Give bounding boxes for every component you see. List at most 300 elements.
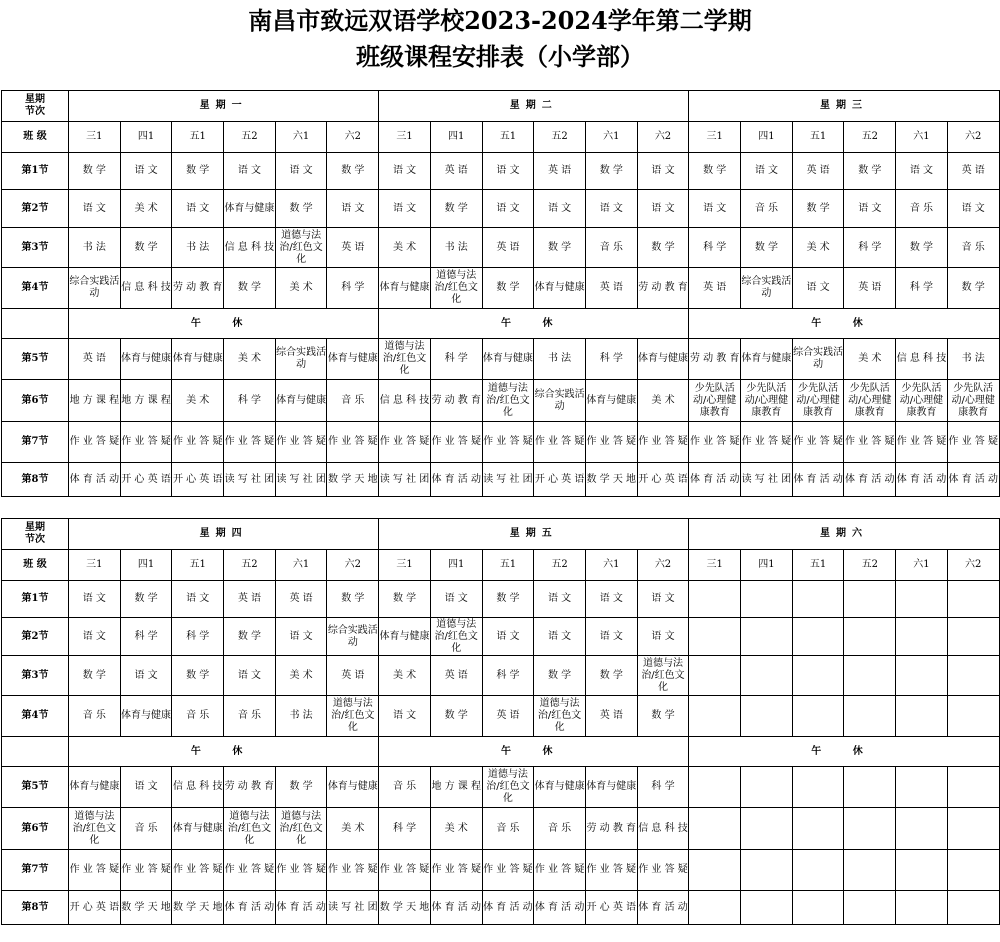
course-cell: 语 文: [275, 153, 327, 190]
course-cell: 体 育 活 动: [896, 463, 948, 497]
class-name: 六2: [327, 122, 379, 153]
class-name: 四1: [430, 550, 482, 581]
course-cell: 体育与健康: [534, 767, 586, 808]
course-cell: 语 文: [69, 190, 121, 228]
course-cell: 体育与健康: [275, 380, 327, 422]
course-cell: [947, 656, 999, 696]
course-cell: 语 文: [275, 618, 327, 656]
course-cell: 数 学: [844, 153, 896, 190]
class-name: 六1: [275, 550, 327, 581]
course-cell: 作 业 答 疑: [689, 422, 741, 463]
course-cell: 科 学: [637, 767, 689, 808]
course-cell: 语 文: [637, 618, 689, 656]
course-cell: 音 乐: [947, 228, 999, 268]
course-cell: 美 术: [275, 656, 327, 696]
course-cell: 体育与健康: [224, 190, 276, 228]
course-cell: [896, 618, 948, 656]
class-name: 三1: [379, 122, 431, 153]
course-cell: 英 语: [792, 153, 844, 190]
course-cell: 书 法: [947, 339, 999, 380]
course-cell: 语 文: [482, 190, 534, 228]
class-name: 三1: [69, 122, 121, 153]
course-cell: 体育与健康: [637, 339, 689, 380]
course-cell: 体 育 活 动: [792, 463, 844, 497]
course-cell: 作 业 答 疑: [482, 422, 534, 463]
course-cell: 科 学: [585, 339, 637, 380]
course-cell: 道德与法治/红色文化: [637, 656, 689, 696]
class-name: 三1: [379, 550, 431, 581]
course-cell: [844, 581, 896, 618]
period-row: [2, 581, 1000, 618]
course-cell: [844, 891, 896, 925]
course-cell: 少先队活动/心理健康教育: [947, 380, 999, 422]
course-cell: 综合实践活动: [792, 339, 844, 380]
course-cell: 科 学: [379, 808, 431, 850]
course-cell: 体 育 活 动: [69, 463, 121, 497]
course-cell: 数 学: [792, 190, 844, 228]
course-cell: 体育与健康: [120, 339, 172, 380]
class-name: 三1: [69, 550, 121, 581]
course-cell: 体 育 活 动: [844, 463, 896, 497]
course-cell: 体育与健康: [172, 339, 224, 380]
course-cell: 道德与法治/红色文化: [482, 767, 534, 808]
corner-cell: [2, 519, 69, 550]
course-cell: 音 乐: [172, 696, 224, 737]
course-cell: [689, 767, 741, 808]
period-row: [2, 808, 1000, 850]
course-cell: 读 写 社 团: [379, 463, 431, 497]
course-cell: 开 心 英 语: [585, 891, 637, 925]
course-cell: 信 息 科 技: [224, 228, 276, 268]
period-row: [2, 268, 1000, 309]
course-cell: 英 语: [947, 153, 999, 190]
class-name: 五2: [844, 122, 896, 153]
course-cell: 少先队活动/心理健康教育: [741, 380, 793, 422]
day-header: 星期三: [689, 91, 999, 122]
course-cell: 美 术: [172, 380, 224, 422]
course-cell: [689, 581, 741, 618]
course-cell: 劳 动 教 育: [637, 268, 689, 309]
course-cell: 数 学 天 地: [585, 463, 637, 497]
course-cell: [844, 808, 896, 850]
course-cell: [896, 808, 948, 850]
course-cell: [689, 850, 741, 891]
corner-period-label: 节次: [25, 106, 45, 117]
course-cell: 体育与健康: [120, 696, 172, 737]
class-label: 班 级: [2, 550, 69, 581]
course-cell: 语 文: [224, 153, 276, 190]
course-cell: 体育与健康: [534, 268, 586, 309]
course-cell: 音 乐: [327, 380, 379, 422]
course-cell: 作 业 答 疑: [534, 422, 586, 463]
course-cell: 数 学: [327, 581, 379, 618]
course-cell: 语 文: [637, 190, 689, 228]
course-cell: 作 业 答 疑: [637, 850, 689, 891]
period-row: [2, 228, 1000, 268]
course-cell: 读 写 社 团: [741, 463, 793, 497]
course-cell: [896, 656, 948, 696]
course-cell: [947, 808, 999, 850]
course-cell: 数 学: [69, 656, 121, 696]
course-cell: 信 息 科 技: [120, 268, 172, 309]
course-cell: 信 息 科 技: [379, 380, 431, 422]
day-header: 星期一: [69, 91, 379, 122]
schedule-table-mon-wed: [1, 90, 1000, 497]
period-label: 第2节: [2, 190, 69, 228]
course-cell: 书 法: [275, 696, 327, 737]
course-cell: 地 方 课 程: [430, 767, 482, 808]
course-cell: 语 文: [327, 190, 379, 228]
course-cell: 数 学: [69, 153, 121, 190]
period-label: 第6节: [2, 808, 69, 850]
course-cell: [689, 696, 741, 737]
course-cell: 体育与健康: [327, 339, 379, 380]
course-cell: 英 语: [224, 581, 276, 618]
noon-break-label: 午 休: [69, 737, 379, 767]
course-cell: 作 业 答 疑: [120, 850, 172, 891]
course-cell: [792, 696, 844, 737]
course-cell: 综合实践活动: [275, 339, 327, 380]
course-cell: 开 心 英 语: [69, 891, 121, 925]
course-cell: 美 术: [430, 808, 482, 850]
course-cell: 体育与健康: [379, 618, 431, 656]
noon-break-label: 午 休: [69, 309, 379, 339]
course-cell: 科 学: [430, 339, 482, 380]
period-label: 第4节: [2, 268, 69, 309]
period-row: [2, 190, 1000, 228]
course-cell: 英 语: [585, 696, 637, 737]
course-cell: 作 业 答 疑: [224, 422, 276, 463]
course-cell: 体育与健康: [741, 339, 793, 380]
day-header: 星期二: [379, 91, 689, 122]
course-cell: [844, 767, 896, 808]
class-name: 五2: [224, 550, 276, 581]
course-cell: 英 语: [275, 581, 327, 618]
course-cell: 数 学: [585, 153, 637, 190]
course-cell: 美 术: [275, 268, 327, 309]
course-cell: [896, 581, 948, 618]
class-row: [2, 122, 1000, 153]
course-cell: [792, 767, 844, 808]
course-cell: 综合实践活动: [69, 268, 121, 309]
course-cell: 语 文: [689, 190, 741, 228]
course-cell: 数 学: [224, 268, 276, 309]
period-row: [2, 618, 1000, 656]
course-cell: 英 语: [327, 228, 379, 268]
course-cell: 美 术: [844, 339, 896, 380]
course-cell: 作 业 答 疑: [844, 422, 896, 463]
class-name: 五1: [792, 550, 844, 581]
course-cell: 数 学: [275, 767, 327, 808]
period-row: [2, 891, 1000, 925]
course-cell: 美 术: [379, 228, 431, 268]
course-cell: 语 文: [120, 153, 172, 190]
course-cell: 综合实践活动: [741, 268, 793, 309]
period-label: 第7节: [2, 850, 69, 891]
period-label: 第3节: [2, 656, 69, 696]
corner-cell: [2, 91, 69, 122]
class-name: 六2: [947, 122, 999, 153]
period-row: [2, 153, 1000, 190]
class-name: 四1: [120, 122, 172, 153]
course-cell: 道德与法治/红色文化: [275, 808, 327, 850]
course-cell: 体 育 活 动: [275, 891, 327, 925]
course-cell: 作 业 答 疑: [896, 422, 948, 463]
course-cell: 体育与健康: [379, 268, 431, 309]
course-cell: 语 文: [534, 190, 586, 228]
period-row: [2, 463, 1000, 497]
course-cell: 数 学: [741, 228, 793, 268]
page-subtitle: 班级课程安排表（小学部）: [356, 42, 644, 71]
course-cell: [947, 618, 999, 656]
corner-weekday-label: 星期: [25, 522, 45, 533]
course-cell: 信 息 科 技: [637, 808, 689, 850]
course-cell: 语 文: [585, 581, 637, 618]
course-cell: 作 业 答 疑: [430, 850, 482, 891]
period-label: 第4节: [2, 696, 69, 737]
course-cell: 地 方 课 程: [69, 380, 121, 422]
course-cell: 少先队活动/心理健康教育: [844, 380, 896, 422]
class-name: 三1: [689, 550, 741, 581]
course-cell: 劳 动 教 育: [172, 268, 224, 309]
course-cell: [689, 656, 741, 696]
period-row: [2, 422, 1000, 463]
class-name: 五2: [224, 122, 276, 153]
class-name: 六2: [637, 122, 689, 153]
course-cell: [844, 696, 896, 737]
period-row: [2, 767, 1000, 808]
course-cell: 语 文: [69, 618, 121, 656]
course-cell: 美 术: [379, 656, 431, 696]
course-cell: 体育与健康: [585, 767, 637, 808]
class-name: 五1: [482, 550, 534, 581]
course-cell: 数 学 天 地: [172, 891, 224, 925]
course-cell: 书 法: [534, 339, 586, 380]
class-name: 六2: [947, 550, 999, 581]
course-cell: 英 语: [430, 656, 482, 696]
course-cell: 科 学: [844, 228, 896, 268]
course-cell: 语 文: [379, 153, 431, 190]
course-cell: 作 业 答 疑: [379, 850, 431, 891]
course-cell: 语 文: [482, 153, 534, 190]
course-cell: 读 写 社 团: [327, 891, 379, 925]
course-cell: 语 文: [844, 190, 896, 228]
course-cell: 作 业 答 疑: [120, 422, 172, 463]
period-row: [2, 656, 1000, 696]
period-label: 第1节: [2, 581, 69, 618]
course-cell: 科 学: [172, 618, 224, 656]
course-cell: 作 业 答 疑: [275, 422, 327, 463]
course-cell: 劳 动 教 育: [689, 339, 741, 380]
course-cell: 美 术: [637, 380, 689, 422]
course-cell: [741, 618, 793, 656]
noon-break-label: 午 休: [689, 737, 999, 767]
course-cell: 英 语: [585, 268, 637, 309]
period-label: 第2节: [2, 618, 69, 656]
noon-blank: [2, 737, 69, 767]
course-cell: 体 育 活 动: [534, 891, 586, 925]
course-cell: 美 术: [327, 808, 379, 850]
course-cell: 语 文: [120, 656, 172, 696]
course-cell: 道德与法治/红色文化: [430, 268, 482, 309]
class-name: 四1: [741, 122, 793, 153]
course-cell: 读 写 社 团: [275, 463, 327, 497]
course-cell: 数 学: [430, 190, 482, 228]
course-cell: 数 学: [327, 153, 379, 190]
class-name: 五1: [172, 550, 224, 581]
course-cell: 作 业 答 疑: [327, 850, 379, 891]
course-cell: 读 写 社 团: [482, 463, 534, 497]
course-cell: [844, 850, 896, 891]
course-cell: [896, 696, 948, 737]
course-cell: 劳 动 教 育: [585, 808, 637, 850]
schedule-table-thu-sat: [1, 518, 1000, 925]
course-cell: 作 业 答 疑: [69, 850, 121, 891]
course-cell: 科 学: [896, 268, 948, 309]
course-cell: 开 心 英 语: [172, 463, 224, 497]
period-label: 第8节: [2, 891, 69, 925]
course-cell: 数 学 天 地: [327, 463, 379, 497]
course-cell: [792, 618, 844, 656]
course-cell: 数 学: [275, 190, 327, 228]
course-cell: 开 心 英 语: [534, 463, 586, 497]
course-cell: 音 乐: [741, 190, 793, 228]
class-name: 五2: [534, 122, 586, 153]
course-cell: 音 乐: [585, 228, 637, 268]
course-cell: [689, 891, 741, 925]
course-cell: 数 学: [585, 656, 637, 696]
course-cell: 美 术: [120, 190, 172, 228]
course-cell: [792, 656, 844, 696]
course-cell: 语 文: [792, 268, 844, 309]
day-header-row: [2, 519, 1000, 550]
course-cell: 地 方 课 程: [120, 380, 172, 422]
class-name: 五1: [792, 122, 844, 153]
period-label: 第7节: [2, 422, 69, 463]
course-cell: 作 业 答 疑: [741, 422, 793, 463]
course-cell: 语 文: [947, 190, 999, 228]
noon-break-label: 午 休: [379, 309, 689, 339]
course-cell: 读 写 社 团: [224, 463, 276, 497]
course-cell: 作 业 答 疑: [69, 422, 121, 463]
course-cell: [741, 767, 793, 808]
course-cell: 英 语: [69, 339, 121, 380]
course-cell: 数 学: [379, 581, 431, 618]
course-cell: 少先队活动/心理健康教育: [896, 380, 948, 422]
course-cell: 数 学: [224, 618, 276, 656]
course-cell: [947, 850, 999, 891]
course-cell: 少先队活动/心理健康教育: [689, 380, 741, 422]
course-cell: 体 育 活 动: [947, 463, 999, 497]
course-cell: 英 语: [534, 153, 586, 190]
class-row: [2, 550, 1000, 581]
class-name: 四1: [430, 122, 482, 153]
course-cell: 体 育 活 动: [482, 891, 534, 925]
class-name: 五1: [172, 122, 224, 153]
course-cell: 英 语: [482, 696, 534, 737]
course-cell: 语 文: [69, 581, 121, 618]
course-cell: [689, 618, 741, 656]
course-cell: 综合实践活动: [327, 618, 379, 656]
course-cell: [689, 808, 741, 850]
course-cell: 作 业 答 疑: [430, 422, 482, 463]
course-cell: 作 业 答 疑: [172, 850, 224, 891]
course-cell: 音 乐: [896, 190, 948, 228]
course-cell: 信 息 科 技: [172, 767, 224, 808]
course-cell: 数 学: [172, 656, 224, 696]
course-cell: 作 业 答 疑: [327, 422, 379, 463]
course-cell: [844, 656, 896, 696]
course-cell: 体育与健康: [172, 808, 224, 850]
period-row: [2, 850, 1000, 891]
course-cell: [947, 891, 999, 925]
page-title: 南昌市致远双语学校2023-2024学年第二学期: [248, 6, 752, 35]
period-row: [2, 339, 1000, 380]
course-cell: 语 文: [637, 153, 689, 190]
course-cell: 语 文: [585, 190, 637, 228]
period-label: 第3节: [2, 228, 69, 268]
course-cell: [741, 656, 793, 696]
course-cell: 英 语: [327, 656, 379, 696]
course-cell: [741, 581, 793, 618]
course-cell: 科 学: [482, 656, 534, 696]
course-cell: 作 业 答 疑: [947, 422, 999, 463]
course-cell: 作 业 答 疑: [585, 422, 637, 463]
course-cell: 作 业 答 疑: [482, 850, 534, 891]
corner-weekday-label: 星期: [25, 94, 45, 105]
period-label: 第5节: [2, 767, 69, 808]
course-cell: 英 语: [689, 268, 741, 309]
period-row: [2, 380, 1000, 422]
course-cell: 道德与法治/红色文化: [379, 339, 431, 380]
course-cell: 作 业 答 疑: [379, 422, 431, 463]
noon-break-row: [2, 737, 1000, 767]
course-cell: [741, 891, 793, 925]
day-header-row: [2, 91, 1000, 122]
course-cell: [896, 891, 948, 925]
course-cell: 语 文: [120, 767, 172, 808]
course-cell: 综合实践活动: [534, 380, 586, 422]
course-cell: 作 业 答 疑: [275, 850, 327, 891]
course-cell: 科 学: [689, 228, 741, 268]
class-name: 六1: [896, 550, 948, 581]
course-cell: 道德与法治/红色文化: [430, 618, 482, 656]
course-cell: 少先队活动/心理健康教育: [792, 380, 844, 422]
class-name: 六1: [585, 550, 637, 581]
course-cell: 语 文: [172, 581, 224, 618]
course-cell: 语 文: [585, 618, 637, 656]
course-cell: 数 学: [482, 268, 534, 309]
course-cell: 数 学: [637, 228, 689, 268]
course-cell: 劳 动 教 育: [224, 767, 276, 808]
course-cell: [792, 808, 844, 850]
course-cell: 数 学: [430, 696, 482, 737]
course-cell: 书 法: [69, 228, 121, 268]
course-cell: 语 文: [741, 153, 793, 190]
course-cell: [792, 581, 844, 618]
course-cell: 语 文: [172, 190, 224, 228]
course-cell: 语 文: [534, 618, 586, 656]
corner-period-label: 节次: [25, 534, 45, 545]
course-cell: 数 学: [120, 228, 172, 268]
course-cell: 书 法: [172, 228, 224, 268]
period-label: 第8节: [2, 463, 69, 497]
course-cell: 开 心 英 语: [637, 463, 689, 497]
class-name: 四1: [120, 550, 172, 581]
course-cell: 美 术: [792, 228, 844, 268]
course-cell: 语 文: [534, 581, 586, 618]
class-label: 班 级: [2, 122, 69, 153]
